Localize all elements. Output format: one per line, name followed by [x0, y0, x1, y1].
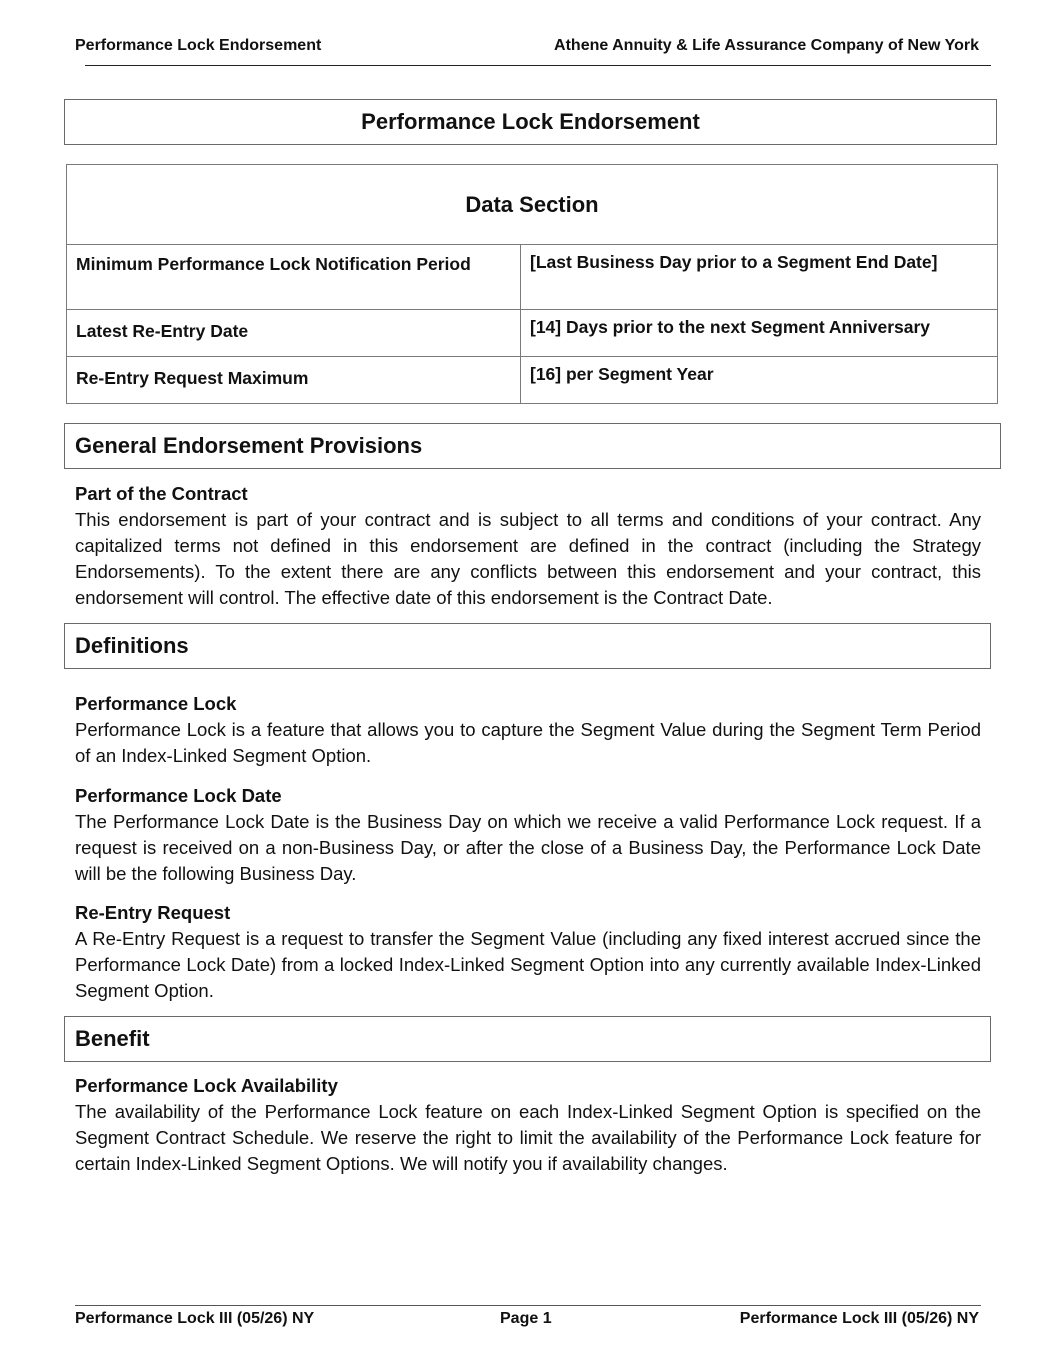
footer-divider [75, 1305, 981, 1306]
footer-form-number-right: Performance Lock III (05/26) NY [739, 1310, 979, 1327]
data-section-heading: Data Section [67, 165, 998, 245]
benefit-availability [75, 1073, 981, 1177]
definition-title: Performance Lock [75, 693, 237, 714]
benefit-body: The availability of the Performance Lock feature on each Index-Linked Segment Option is specified on the Segment Contract Schedule. We reserve the right to limit the availability of the Performance Lock feature for certain Index-Linked Segment Options. We will notify you if availability changes. [75, 1101, 981, 1174]
document-title-box [64, 99, 997, 145]
header-divider [85, 65, 991, 66]
section-heading: Benefit [75, 1026, 150, 1051]
definition-title: Performance Lock Date [75, 785, 282, 806]
table-row [67, 310, 998, 357]
provision-part-of-contract [75, 481, 981, 611]
benefit-title: Performance Lock Availability [75, 1075, 338, 1096]
row-label: Minimum Performance Lock Notification Period [67, 245, 521, 310]
definition-performance-lock-date [75, 783, 981, 887]
definition-title: Re-Entry Request [75, 902, 231, 923]
provision-body: This endorsement is part of your contract and is subject to all terms and conditions of your contract. Any capitalized terms not defined in this endorsement are defined in the contract (including the Strategy Endorsements). To the extent there are any conflicts between this endorsement and your contract, this endorsement will control. The effective date of this endorsement is the Contract Date. [75, 509, 981, 608]
page-header-company: Athene Annuity & Life Assurance Company of New York [554, 37, 979, 54]
definition-performance-lock [75, 691, 981, 769]
section-heading: General Endorsement Provisions [75, 433, 423, 458]
provision-title: Part of the Contract [75, 483, 248, 504]
document-title: Performance Lock Endorsement [361, 109, 700, 134]
definition-body: The Performance Lock Date is the Business Day on which we receive a valid Performance Lock request. If a request is received on a non-Business Day, or after the close of a Business Day, the Performance Lock Date will be the following Business Day. [75, 811, 981, 884]
footer-form-number-left: Performance Lock III (05/26) NY [75, 1310, 315, 1327]
definition-body: Performance Lock is a feature that allows you to capture the Segment Value during the Segment Term Period of an Index-Linked Segment Option. [75, 719, 981, 766]
row-value: [14] Days prior to the next Segment Anniversary [521, 310, 998, 357]
section-header-benefit [64, 1016, 991, 1062]
row-label: Latest Re-Entry Date [67, 310, 521, 357]
definition-body: A Re-Entry Request is a request to transfer the Segment Value (including any fixed interest accrued since the Performance Lock Date) from a locked Index-Linked Segment Option into any currently available Index-Linked Segment Option. [75, 928, 981, 1001]
row-value: [16] per Segment Year [521, 357, 998, 404]
data-section-table [66, 164, 998, 404]
section-header-general [64, 423, 1001, 469]
page-header-title: Performance Lock Endorsement [75, 37, 322, 54]
section-header-definitions [64, 623, 991, 669]
table-row [67, 245, 998, 310]
row-value: [Last Business Day prior to a Segment End Date] [521, 245, 998, 310]
row-label: Re-Entry Request Maximum [67, 357, 521, 404]
footer-page-number: Page 1 [500, 1310, 552, 1327]
section-heading: Definitions [75, 633, 189, 658]
definition-re-entry-request [75, 900, 981, 1004]
table-row [67, 357, 998, 404]
